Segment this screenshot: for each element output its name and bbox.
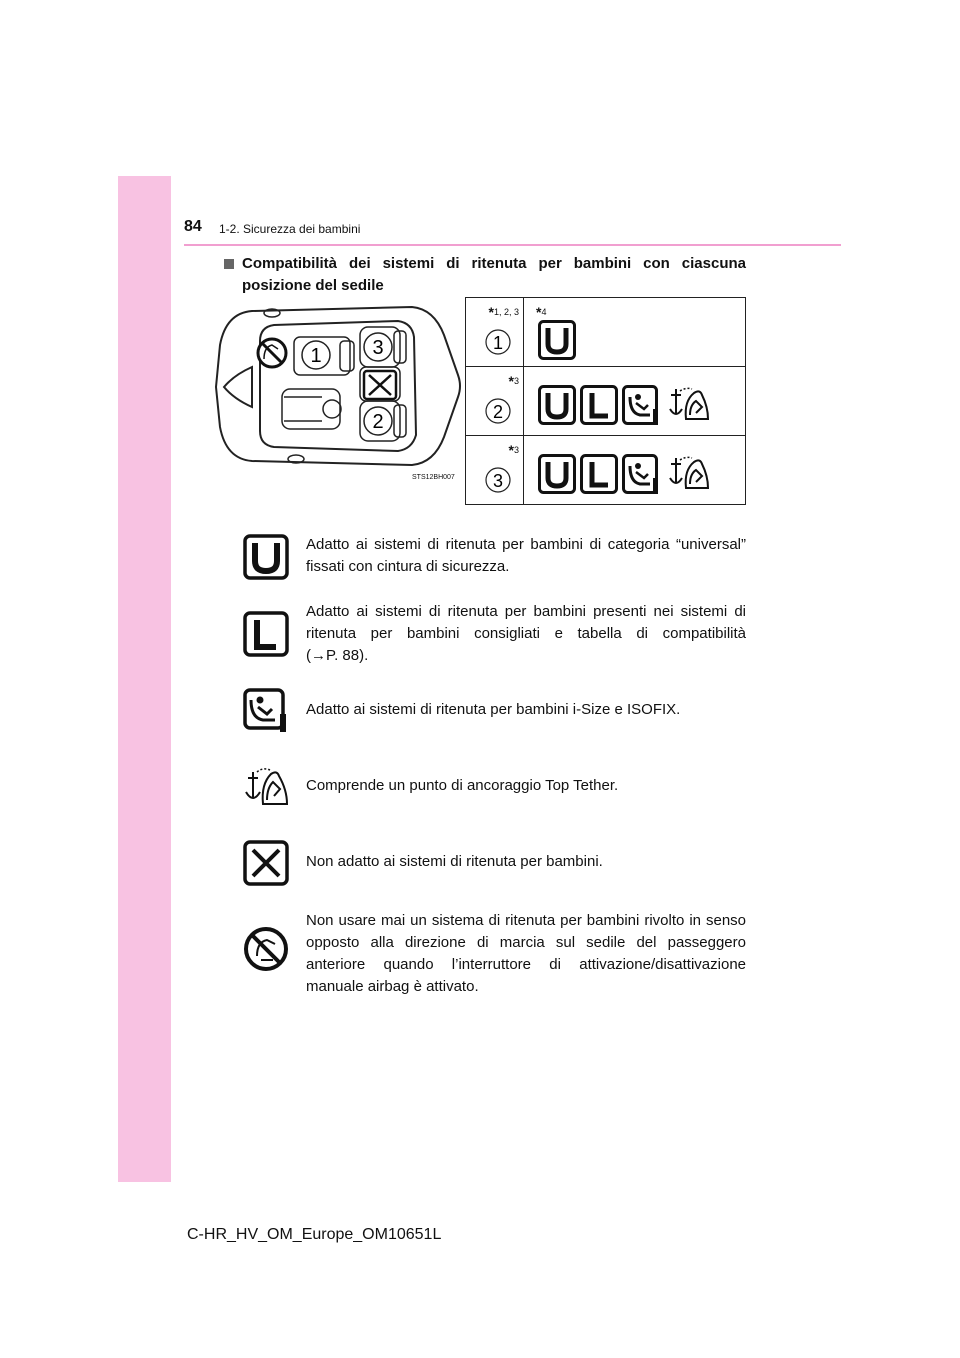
svg-text:2: 2 <box>492 402 504 422</box>
legend-text: Adatto ai sistemi di ritenuta per bambini di categoria “universal” fissati con cintura di sicurezza. <box>306 536 746 575</box>
figure-code: STS12BH007 <box>412 474 455 481</box>
page-number: 84 <box>184 218 202 235</box>
legend-text: Adatto ai sistemi di ritenuta per bambini presenti nei sistemi di ritenuta per bambini consigliati e tabella di compatibilità (→P. 88). <box>306 601 746 667</box>
no-rear-facing-icon <box>243 926 289 972</box>
car-seat-diagram <box>212 297 465 475</box>
symbols-cell <box>524 298 745 366</box>
not-suitable-x-icon <box>364 371 396 399</box>
compatibility-table <box>465 297 746 505</box>
seat-number-badge <box>484 397 512 425</box>
seat-label-2: 2 <box>372 411 384 433</box>
table-row <box>466 436 745 505</box>
list-l-icon <box>580 454 618 494</box>
seat-cell <box>466 436 524 505</box>
chapter-tab <box>118 176 171 1182</box>
page-reference: (→P. 88). <box>306 647 369 664</box>
seat-cell <box>466 298 524 366</box>
legend-text: Comprende un punto di ancoraggio Top Tether. <box>306 777 619 794</box>
top-tether-icon <box>666 385 712 425</box>
symbols-cell <box>524 367 745 435</box>
legend-text: Non usare mai un sistema di ritenuta per bambini rivolto in senso opposto alla direzione di marcia sul sedile del passeggero anteriore quando l’interruttore di attivazione/disattivazione manuale airbag è attivato. <box>306 912 746 995</box>
footer-code: C-HR_HV_OM_Europe_OM10651L <box>187 1226 442 1243</box>
seat-label-1: 1 <box>310 345 322 367</box>
seat-cell <box>466 367 524 435</box>
universal-u-icon <box>538 454 576 494</box>
table-row <box>466 298 745 367</box>
seat-number-badge <box>484 466 512 494</box>
top-tether-icon <box>666 454 712 494</box>
universal-u-icon <box>538 385 576 425</box>
header-rule <box>184 244 841 246</box>
legend-text: Non adatto ai sistemi di ritenuta per bambini. <box>306 853 603 870</box>
seat-number-badge <box>484 328 512 356</box>
footnote: *3 <box>508 442 519 458</box>
footnote: *4 <box>536 304 547 320</box>
universal-u-icon <box>243 534 289 580</box>
heading-text: Compatibilità dei sistemi di ritenuta per bambini con ciascuna posizione del sedile <box>242 255 746 294</box>
symbols-cell <box>524 436 745 505</box>
not-suitable-x-icon <box>243 840 289 886</box>
footnote: *1, 2, 3 <box>488 304 519 320</box>
page-heading <box>224 253 746 297</box>
seat-label-3: 3 <box>372 337 384 359</box>
footnote: *3 <box>508 373 519 389</box>
top-tether-icon <box>243 764 289 810</box>
isofix-icon <box>622 385 662 429</box>
isofix-icon <box>243 688 289 734</box>
table-row <box>466 367 745 436</box>
svg-text:1: 1 <box>492 333 504 353</box>
section-title: 1-2. Sicurezza dei bambini <box>219 222 361 236</box>
list-l-icon <box>243 611 289 657</box>
legend-text: Adatto ai sistemi di ritenuta per bambini i-Size e ISOFIX. <box>306 701 681 718</box>
no-rear-facing-icon <box>258 339 286 367</box>
svg-text:3: 3 <box>492 471 504 491</box>
isofix-icon <box>622 454 662 498</box>
list-l-icon <box>580 385 618 425</box>
universal-u-icon <box>538 320 576 360</box>
